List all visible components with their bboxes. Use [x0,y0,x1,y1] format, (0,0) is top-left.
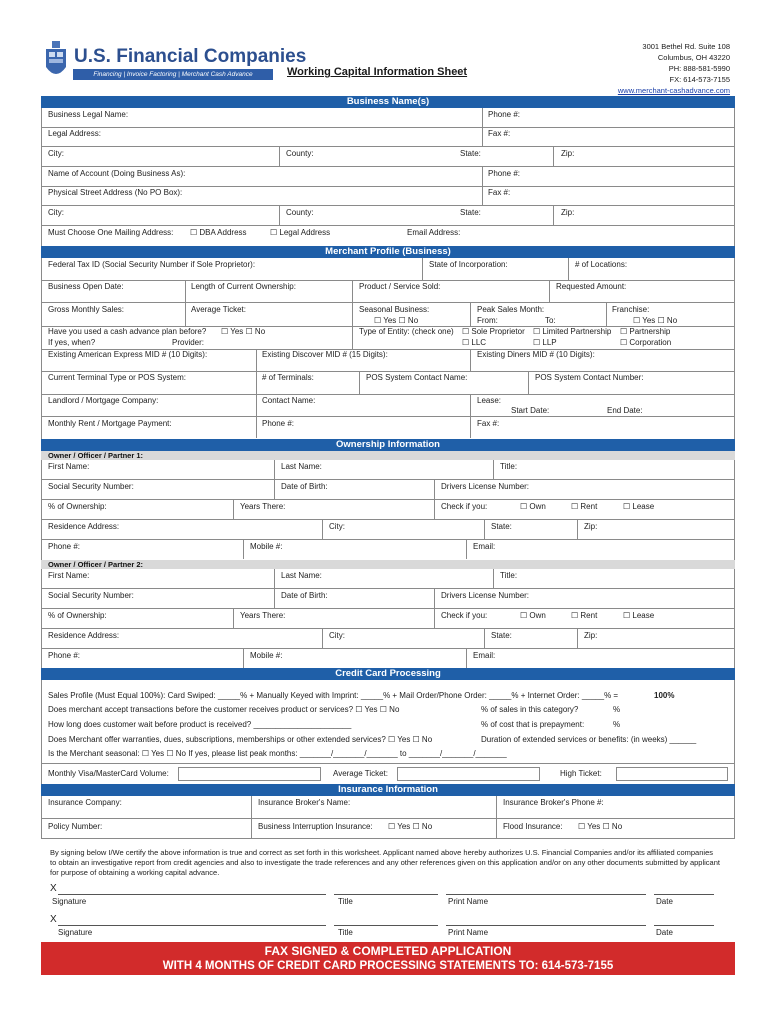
email-address-field[interactable]: Email Address: [407,228,461,237]
llp-checkbox[interactable]: ☐ LLP [533,338,557,347]
row-divider [41,608,735,609]
signature-line[interactable] [58,925,326,926]
certification-text: By signing below I/We certify the above information is true and correct as set forth in this worksheet. Applicant named above hereby authorizes U.S. Financial Companies and/or its affiliated companies to obtain an investigative report from credit agencies and also to investigate the trade references and any other references given on this application and/or on any other documents submitted by applicant for purpose of obtaining a working capital advance. [50,848,720,877]
state-field[interactable]: State: [460,149,481,158]
website-link[interactable]: www.merchant-cashadvance.com [617,86,730,95]
company-logo [44,41,68,81]
signature-x-mark: X [50,883,57,894]
company-name: U.S. Financial Companies [74,46,307,67]
col-divider [274,588,275,608]
owner-check-label: Check if you: [441,502,488,511]
landlord-field[interactable]: Landlord / Mortgage Company: [48,396,159,405]
col-divider [466,539,467,559]
physical-city-field[interactable]: City: [48,208,64,217]
num-terminals-field[interactable]: # of Terminals: [262,373,314,382]
col-divider [484,519,485,539]
row-divider [41,588,735,589]
company-tagline: Financing | Invoice Factoring | Merchant Cash Advance [73,69,273,80]
partnership-checkbox[interactable]: ☐ Partnership [620,327,671,336]
col-divider [243,648,244,668]
lease-start-field[interactable]: Start Date: [511,406,550,415]
accept-transactions-question[interactable]: Does merchant accept transactions before the customer receives product or services? ☐ Yes ☐ No [48,705,400,714]
lease-label: Lease: [477,396,502,405]
col-divider [434,499,435,519]
owner-years-there-field[interactable]: Years There: [240,611,286,620]
owner-residence-field[interactable]: Residence Address: [48,631,120,640]
average-ticket-field[interactable]: Average Ticket: [191,305,246,314]
provider-field[interactable]: Provider: [172,338,205,347]
sole-proprietor-checkbox[interactable]: ☐ Sole Proprietor [462,327,525,336]
owner-last-name-field[interactable]: Last Name: [281,571,322,580]
col-divider [493,460,494,479]
product-sold-field[interactable]: Product / Service Sold: [359,282,441,291]
physical-address-field[interactable]: Physical Street Address (No PO Box): [48,188,183,197]
phone-number: PH: 888-581-5990 [668,64,730,73]
row-divider [41,499,735,500]
dba-name-field[interactable]: Name of Account (Doing Business As): [48,169,186,178]
owner-block-2 [0,560,770,669]
owner-state-field[interactable]: State: [491,631,512,640]
franchise-checkboxes[interactable]: ☐ Yes ☐ No [633,316,678,325]
date-line[interactable] [654,894,714,895]
customer-wait-field[interactable]: How long does customer wait before product is received? ______________________ [48,720,352,729]
discover-mid-field[interactable]: Existing Discover MID # (15 Digits): [262,350,388,359]
date-line[interactable] [654,925,714,926]
llc-checkbox[interactable]: ☐ LLC [462,338,487,347]
print-name-line[interactable] [446,894,646,895]
flood-insurance-checkboxes[interactable]: ☐ Yes ☐ No [578,822,623,831]
owner-check-label: Check if you: [441,611,488,620]
owner-own-checkbox[interactable]: ☐ Own [520,611,546,620]
business-fax-field[interactable]: Fax #: [488,129,511,138]
pct-sales-unit: % [613,705,621,714]
physical-state-field[interactable]: State: [460,208,481,217]
zip-field[interactable]: Zip: [561,149,575,158]
seasonal-checkboxes[interactable]: ☐ Yes ☐ No [374,316,419,325]
date-label: Date [656,897,673,906]
print-name-line[interactable] [446,925,646,926]
sheet-title: Working Capital Information Sheet [287,66,468,78]
duration-field[interactable]: Duration of extended services or benefits: (in weeks) ______ [481,735,697,744]
warranties-question[interactable]: Does Merchant offer warranties, dues, subscriptions, memberships or other extended services? ☐ Yes ☐ No [48,735,433,744]
row-divider [41,648,735,649]
row-divider [41,628,735,629]
col-divider [434,588,435,608]
owner-mobile-field[interactable]: Mobile #: [250,542,283,551]
row-divider [41,479,735,480]
pct-sales-category-field[interactable]: % of sales in this category? [481,705,579,714]
entity-type-label: Type of Entity: (check one) [359,327,454,336]
seasonal-merchant-field[interactable]: Is the Merchant seasonal: ☐ Yes ☐ No If yes, please list peak months: _______/_______/_______ to _______/_______/_______ [48,749,507,758]
owner-mobile-field[interactable]: Mobile #: [250,651,283,660]
owner-subheader: Owner / Officer / Partner 2: [41,560,735,569]
col-divider [484,628,485,648]
owner-title-field[interactable]: Title: [500,462,518,471]
signature-row-1 [0,884,770,912]
legal-address-field[interactable]: Legal Address: [48,129,101,138]
seasonal-business-label: Seasonal Business: [359,305,430,314]
owner-rent-checkbox[interactable]: ☐ Rent [571,611,598,620]
signature-label: Signature [58,928,93,937]
lease-end-field[interactable]: End Date: [607,406,643,415]
owner-pct-ownership-field[interactable]: % of Ownership: [48,611,107,620]
pos-contact-number-field[interactable]: POS System Contact Number: [535,373,644,382]
owner-residence-field[interactable]: Residence Address: [48,522,120,531]
owner-zip-field[interactable]: Zip: [584,631,598,640]
title-line[interactable] [334,925,438,926]
monthly-rent-field[interactable]: Monthly Rent / Mortgage Payment: [48,419,172,428]
col-divider [466,648,467,668]
signature-line[interactable] [58,894,326,895]
high-ticket-input[interactable] [616,767,728,781]
print-name-label: Print Name [448,928,489,937]
landlord-contact-field[interactable]: Contact Name: [262,396,316,405]
contact-block [618,41,730,96]
signature-row-2 [0,915,770,943]
cash-advance-question: Have you used a cash advance plan before? [48,327,207,336]
col-divider [233,499,234,519]
owner-dob-field[interactable]: Date of Birth: [281,482,328,491]
fax-number: FX: 614-573-7155 [669,75,730,84]
owner-subheader: Owner / Officer / Partner 1: [41,451,735,460]
section-merchant-profile: Merchant Profile (Business) [41,246,735,258]
diners-mid-field[interactable]: Existing Diners MID # (10 Digits): [477,350,595,359]
pct-prepayment-unit: % [613,720,621,729]
state-incorporation-field[interactable]: State of Incorporation: [429,260,508,269]
shield-logo-icon [44,41,68,81]
owner-rent-checkbox[interactable]: ☐ Rent [571,502,598,511]
address-line-2: Columbus, OH 43220 [657,53,730,62]
section-credit-card: Credit Card Processing [41,668,735,680]
owner-dob-field[interactable]: Date of Birth: [281,591,328,600]
business-legal-name-field[interactable]: Business Legal Name: [48,110,129,119]
owner-phone-field[interactable]: Phone #: [48,542,81,551]
owner-email-field[interactable]: Email: [473,651,496,660]
section-insurance: Insurance Information [41,784,735,796]
col-divider [493,569,494,588]
broker-phone-field[interactable]: Insurance Broker's Phone #: [503,798,604,807]
section-ownership: Ownership Information [41,439,735,451]
dba-address-checkbox[interactable]: ☐ DBA Address [190,228,247,237]
flood-insurance-label: Flood Insurance: [503,822,563,831]
owner-city-field[interactable]: City: [329,631,345,640]
fax-instructions-line-2: WITH 4 MONTHS OF CREDIT CARD PROCESSING STATEMENTS TO: 614-573-7155 [162,960,614,972]
business-phone-field[interactable]: Phone #: [488,110,521,119]
requested-amount-field[interactable]: Requested Amount: [556,282,627,291]
row-divider [41,519,735,520]
owner-block-1 [0,451,770,560]
dba-phone-field[interactable]: Phone #: [488,169,521,178]
avg-ticket-input[interactable] [397,767,540,781]
business-interruption-label: Business Interruption Insurance: [258,822,373,831]
legal-address-checkbox[interactable]: ☐ Legal Address [270,228,331,237]
landlord-phone-field[interactable]: Phone #: [262,419,295,428]
fax-instructions-banner [41,942,735,975]
insurance-company-field[interactable]: Insurance Company: [48,798,122,807]
cash-advance-checkboxes[interactable]: ☐ Yes ☐ No [221,327,266,336]
avg-ticket-label: Average Ticket: [333,769,388,778]
pct-prepayment-field[interactable]: % of cost that is prepayment: [481,720,585,729]
owner-lease-checkbox[interactable]: ☐ Lease [623,502,655,511]
gross-sales-field[interactable]: Gross Monthly Sales: [48,305,125,314]
title-label: Title [338,897,353,906]
pos-contact-name-field[interactable]: POS System Contact Name: [366,373,468,382]
owner-first-name-field[interactable]: First Name: [48,571,90,580]
federal-tax-id-field[interactable]: Federal Tax ID (Social Security Number if Sole Proprietor): [48,260,256,269]
owner-title-field[interactable]: Title: [500,571,518,580]
owner-license-field[interactable]: Drivers License Number: [441,482,530,491]
col-divider [434,608,435,628]
owner-city-field[interactable]: City: [329,522,345,531]
dba-fax-field[interactable]: Fax #: [488,188,511,197]
col-divider [274,479,275,499]
owner-pct-ownership-field[interactable]: % of Ownership: [48,502,107,511]
owner-last-name-field[interactable]: Last Name: [281,462,322,471]
business-interruption-checkboxes[interactable]: ☐ Yes ☐ No [388,822,433,831]
policy-number-field[interactable]: Policy Number: [48,822,103,831]
corporation-checkbox[interactable]: ☐ Corporation [620,338,672,347]
signature-x-mark: X [50,914,57,925]
owner-lease-checkbox[interactable]: ☐ Lease [623,611,655,620]
owner-ssn-field[interactable]: Social Security Number: [48,482,134,491]
high-ticket-label: High Ticket: [560,769,602,778]
row-divider [41,539,735,540]
signature-label: Signature [52,897,87,906]
limited-partnership-checkbox[interactable]: ☐ Limited Partnership [533,327,612,336]
landlord-fax-field[interactable]: Fax #: [477,419,500,428]
col-divider [322,628,323,648]
col-divider [434,479,435,499]
owner-years-there-field[interactable]: Years There: [240,502,286,511]
monthly-volume-label: Monthly Visa/MasterCard Volume: [48,769,169,778]
owner-zip-field[interactable]: Zip: [584,522,598,531]
section-business: Business Name(s) [41,96,735,108]
locations-field[interactable]: # of Locations: [575,260,628,269]
owner-own-checkbox[interactable]: ☐ Own [520,502,546,511]
col-divider [322,519,323,539]
amex-mid-field[interactable]: Existing American Express MID # (10 Digits): [48,350,208,359]
open-date-field[interactable]: Business Open Date: [48,282,124,291]
title-line[interactable] [334,894,438,895]
col-divider [577,628,578,648]
sales-profile-field[interactable]: Sales Profile (Must Equal 100%): Card Swiped: _____% + Manually Keyed with Imprint: _____% + Mail Order/Phone Order: _____% + Internet Order: _____% = [48,691,619,700]
if-yes-when-field[interactable]: If yes, when? [48,338,96,347]
city-field[interactable]: City: [48,149,64,158]
broker-name-field[interactable]: Insurance Broker's Name: [258,798,351,807]
col-divider [274,569,275,588]
date-label: Date [656,928,673,937]
col-divider [233,608,234,628]
terminal-type-field[interactable]: Current Terminal Type or POS System: [48,373,186,382]
franchise-label: Franchise: [612,305,650,314]
physical-zip-field[interactable]: Zip: [561,208,575,217]
owner-ssn-field[interactable]: Social Security Number: [48,591,134,600]
owner-state-field[interactable]: State: [491,522,512,531]
fax-instructions-line-1: FAX SIGNED & COMPLETED APPLICATION [264,944,512,958]
owner-first-name-field[interactable]: First Name: [48,462,90,471]
peak-from-field[interactable]: From: [477,316,498,325]
col-divider [577,519,578,539]
peak-to-field[interactable]: To: [545,316,556,325]
owner-phone-field[interactable]: Phone #: [48,651,81,660]
sales-profile-total: 100% [654,691,675,700]
owner-email-field[interactable]: Email: [473,542,496,551]
mailing-address-label: Must Choose One Mailing Address: [48,228,174,237]
physical-county-field[interactable]: County: [286,208,314,217]
county-field[interactable]: County: [286,149,314,158]
print-name-label: Print Name [448,897,489,906]
address-line-1: 3001 Bethel Rd. Suite 108 [642,42,730,51]
col-divider [274,460,275,479]
length-ownership-field[interactable]: Length of Current Ownership: [191,282,296,291]
owner-license-field[interactable]: Drivers License Number: [441,591,530,600]
title-label: Title [338,928,353,937]
col-divider [243,539,244,559]
peak-sales-label: Peak Sales Month: [477,305,545,314]
monthly-volume-input[interactable] [178,767,321,781]
